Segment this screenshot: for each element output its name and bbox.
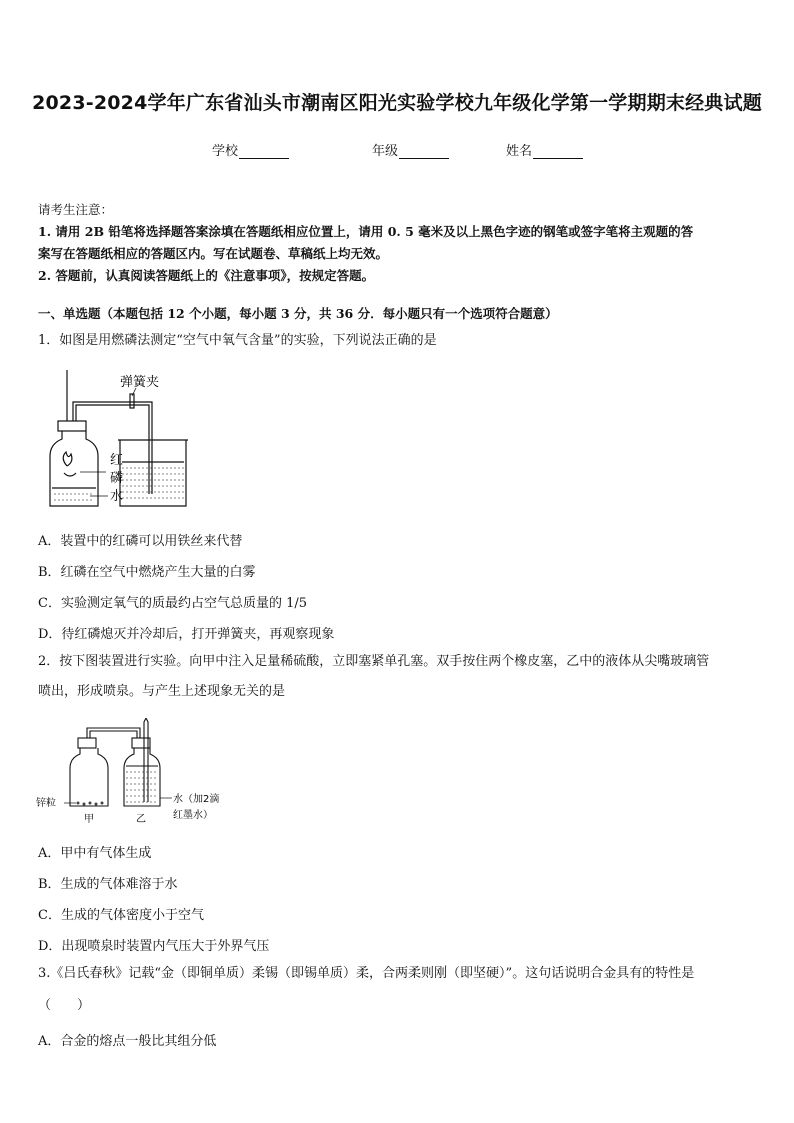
- school-label: 学校: [212, 144, 239, 159]
- bottle-jia: [70, 748, 108, 806]
- zinc-granules-icon: [77, 802, 104, 806]
- section-heading: 一、单选题（本题包括 12 个小题，每小题 3 分，共 36 分．每小题只有一个选项符合题意）: [38, 306, 558, 321]
- notice-block: [38, 199, 760, 287]
- name-label: 姓名: [506, 144, 533, 159]
- grade-label: 年级: [372, 144, 399, 159]
- q1-option-c[interactable]: C．实验测定氧气的质最约占空气总质量的 1/5: [38, 596, 308, 611]
- q1-stem: 1．如图是用燃磷法测定“空气中氧气含量”的实验，下列说法正确的是: [38, 333, 437, 348]
- label-phos-2: 磷: [110, 471, 124, 486]
- label-zinc: 锌粒: [36, 798, 56, 809]
- notice-line-2: 案写在答题纸相应的答题区内。写在试题卷、草稿纸上均无效。: [38, 246, 389, 261]
- label-water-1: 水（加2滴: [173, 794, 220, 805]
- q1-option-d[interactable]: D．待红磷熄灭并冷却后，打开弹簧夹，再观察现象: [38, 627, 335, 642]
- jet-tube: [144, 718, 148, 802]
- school-field[interactable]: [212, 140, 289, 159]
- label-water-2: 红墨水）: [173, 810, 213, 821]
- q2-figure: [36, 718, 256, 826]
- label-yi: 乙: [136, 814, 146, 825]
- name-blank[interactable]: [533, 144, 583, 159]
- beaker: [118, 440, 188, 506]
- page-title: 2023-2024学年广东省汕头市潮南区阳光实验学校九年级化学第一学期期末经典试题: [32, 92, 762, 114]
- q3-stem-1: 3.《吕氏春秋》记载“金（即铜单质）柔锡（即锡单质）柔，合两柔则刚（即坚硬）”。这句话说明合金具有的特性是: [38, 966, 695, 981]
- notice-line-1: 1. 请用 2B 铅笔将选择题答案涂填在答题纸相应位置上，请用 0. 5 毫米及以上黑色字迹的钢笔或签字笔将主观题的答: [38, 224, 694, 239]
- q3-stem-2: （ ）: [38, 998, 91, 1013]
- q1-figure: [40, 366, 200, 512]
- rubber-stopper: [58, 421, 86, 431]
- q2-option-a[interactable]: A．甲中有气体生成: [38, 846, 152, 861]
- q2-stem-1: 2．按下图装置进行实验。向甲中注入足量稀硫酸，立即塞紧单孔塞。双手按住两个橡皮塞，乙中的液体从尖嘴玻璃管: [38, 654, 710, 669]
- stopper-yi: [132, 738, 150, 748]
- label-jia: 甲: [84, 814, 94, 825]
- label-phos-1: 红: [110, 453, 124, 468]
- notice-line-3: 2. 答题前，认真阅读答题纸上的《注意事项》，按规定答题。: [38, 268, 375, 283]
- flame-icon: [63, 452, 72, 466]
- connecting-tube: [87, 728, 140, 738]
- q2-option-d[interactable]: D．出现喷泉时装置内气压大于外界气压: [38, 939, 270, 954]
- bottle-yi: [124, 748, 160, 806]
- school-blank[interactable]: [239, 144, 289, 159]
- spring-clamp-icon: [130, 394, 134, 408]
- grade-field[interactable]: [372, 140, 449, 159]
- label-clamp: 弹簧夹: [120, 375, 160, 390]
- q2-option-c[interactable]: C．生成的气体密度小于空气: [38, 908, 204, 923]
- grade-blank[interactable]: [399, 144, 449, 159]
- label-water: 水: [110, 489, 124, 504]
- q2-option-b[interactable]: B．生成的气体难溶于水: [38, 877, 178, 892]
- q3-option-a[interactable]: A．合金的熔点一般比其组分低: [38, 1034, 217, 1049]
- combustion-spoon: [64, 473, 76, 476]
- q1-option-a[interactable]: A．装置中的红磷可以用铁丝来代替: [38, 534, 243, 549]
- stopper-jia: [78, 738, 96, 748]
- name-field[interactable]: [506, 140, 583, 159]
- gas-bottle: [50, 431, 98, 506]
- q1-option-b[interactable]: B．红磷在空气中燃烧产生大量的白雾: [38, 565, 256, 580]
- q2-stem-2: 喷出，形成喷泉。与产生上述现象无关的是: [38, 684, 286, 699]
- notice-heading: 请考生注意：: [38, 202, 114, 217]
